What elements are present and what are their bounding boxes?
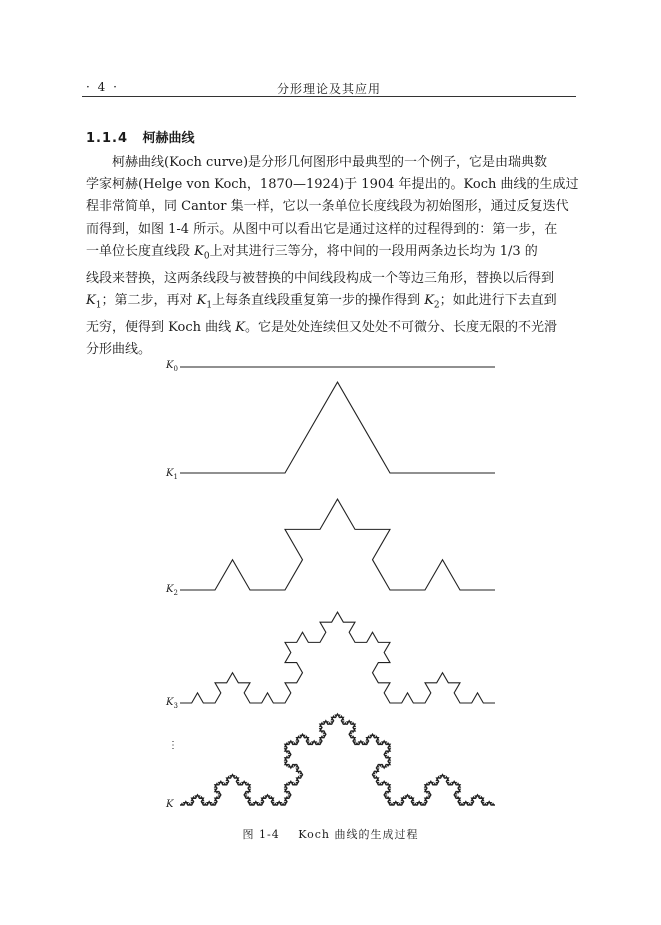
math-K: K [194, 243, 204, 259]
running-title: 分形理论及其应用 [276, 82, 381, 96]
text-line: 柯赫曲线(Koch curve)是分形几何图形中最典型的一个例子，它是由瑞典数 [112, 155, 548, 170]
koch-k3-curve [180, 612, 495, 703]
running-header [82, 74, 576, 97]
math-K: K [424, 292, 434, 308]
text-line: 程非常简单，同 Cantor 集一样，它以一条单位长度线段为初始图形，通过反复迭代 [86, 199, 569, 215]
math-K: K [235, 319, 245, 335]
label-k1: $K_1$ [166, 468, 178, 481]
text-line: 线段来替换，这两条线段与被替换的中间线段构成一个等边三角形，替换以后得到 [86, 270, 555, 286]
text-line: 分形曲线。 [86, 341, 152, 357]
label-k3: $K_3$ [166, 697, 178, 710]
body-paragraph [86, 152, 579, 361]
koch-k-curve [180, 714, 495, 805]
koch-curve-diagram [150, 355, 510, 825]
text-line: $K_1$；第二步，再对 $K_1$上每条直线段重复第一步的操作得到 $K_2$；如此进行下去直到 [86, 292, 557, 311]
koch-k2-curve [180, 499, 495, 590]
figure-caption [0, 826, 661, 842]
text-line: 无穷，便得到 Koch 曲线 K。它是处处连续但又处处不可微分、长度无限的不光滑 [86, 319, 557, 335]
ellipsis-mark: ⋮ [168, 740, 178, 751]
section-number: 1.1.4 [86, 131, 129, 146]
text-line: 一单位长度直线段 $K_0$上对其进行三等分，将中间的一段用两条边长均为 1/3 的 [86, 243, 538, 262]
koch-figure [150, 355, 510, 825]
text-line: 而得到，如图 1-4 所示。从图中可以看出它是通过这样的过程得到的：第一步，在 [86, 221, 558, 237]
math-K: K [196, 292, 207, 308]
section-heading [86, 127, 195, 146]
label-k0: $K_0$ [166, 360, 178, 373]
caption-text: Koch 曲线的生成过程 [298, 828, 419, 841]
koch-k1-curve [180, 382, 495, 473]
label-k2: $K_2$ [166, 584, 178, 597]
text-line: 学家柯赫(Helge von Koch，1870—1924)于 1904 年提出的。Koch 曲线的生成过 [86, 177, 579, 193]
label-k: K [166, 799, 174, 810]
section-title: 柯赫曲线 [142, 131, 195, 146]
caption-number: 图 1-4 [242, 828, 280, 841]
math-K: K [86, 292, 96, 308]
page-number: · 4 · [86, 80, 119, 94]
